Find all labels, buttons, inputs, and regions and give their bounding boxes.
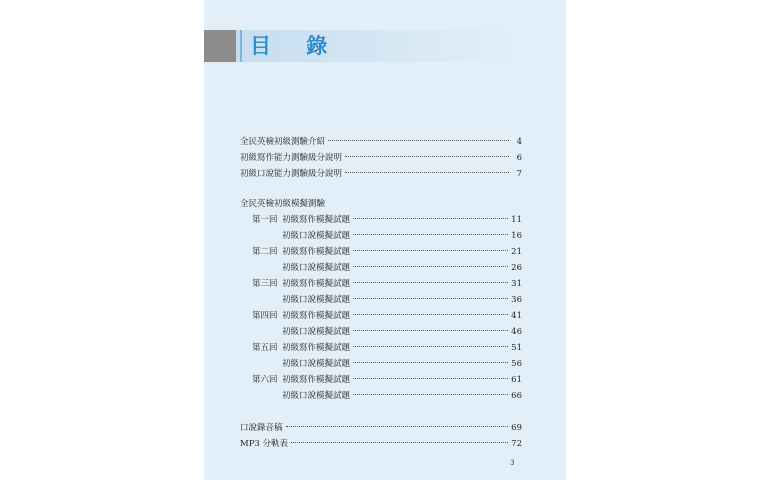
round-label: 第一回 [252, 215, 278, 225]
toc-entry [240, 276, 522, 292]
dot-leader [353, 394, 508, 395]
toc-entry [240, 388, 522, 404]
title-accent-line [240, 30, 242, 62]
toc-entry-label: 口說錄音稿 [240, 423, 283, 433]
section-heading: 全民英檢初級模擬測驗 [240, 199, 326, 209]
toc-entry-label: 初級寫作模擬試題 [282, 279, 351, 289]
toc-entry-page: 21 [511, 247, 522, 257]
toc-entry-label: 初級口說模擬試題 [282, 327, 351, 337]
toc-entry-label: 初級口說模擬試題 [282, 231, 351, 241]
toc-appendix [240, 420, 522, 452]
toc-entry-label: 初級寫作模擬試題 [282, 215, 351, 225]
book-page [204, 0, 566, 480]
toc-entry-page: 26 [511, 263, 522, 273]
toc-entry-page: 31 [511, 279, 522, 289]
dot-leader [353, 346, 508, 347]
toc-entry [240, 134, 522, 150]
toc-entry [240, 324, 522, 340]
title-gray-block [204, 30, 236, 62]
toc-entry-page: 7 [516, 169, 522, 179]
toc-entry-page: 66 [511, 391, 522, 401]
dot-leader [353, 266, 508, 267]
toc-entry-label: 全民英檢初級測驗介紹 [240, 137, 326, 147]
toc-entry [240, 260, 522, 276]
toc-entry-label: 初級口說模擬試題 [282, 295, 351, 305]
toc-entry-page: 41 [511, 311, 522, 321]
dot-leader [353, 378, 508, 379]
dot-leader [291, 442, 508, 443]
round-label: 第四回 [252, 311, 278, 321]
toc-entry-label: 初級口說模擬試題 [282, 391, 351, 401]
page-number: 3 [510, 459, 515, 467]
toc-mock-tests [240, 196, 522, 404]
toc-entry [240, 244, 522, 260]
toc-entry [240, 212, 522, 228]
toc-entry-label: MP3 分軌表 [240, 439, 289, 449]
toc-entry [240, 372, 522, 388]
toc-entry [240, 166, 522, 182]
dot-leader [353, 234, 508, 235]
toc-entry-page: 46 [511, 327, 522, 337]
toc-entry-label: 初級口說模擬試題 [282, 263, 351, 273]
round-label: 第五回 [252, 343, 278, 353]
dot-leader [353, 298, 508, 299]
title-bar [204, 30, 524, 62]
toc-entry [240, 436, 522, 452]
round-label: 第二回 [252, 247, 278, 257]
toc-entry [240, 340, 522, 356]
toc-entry-page: 16 [511, 231, 522, 241]
toc-entry-label: 初級寫作模擬試題 [282, 247, 351, 257]
toc-entry-label: 初級寫作模擬試題 [282, 311, 351, 321]
toc-entry-label: 初級寫作模擬試題 [282, 343, 351, 353]
toc-entry-label: 初級口說模擬試題 [282, 359, 351, 369]
dot-leader [328, 140, 509, 141]
dot-leader [353, 218, 508, 219]
dot-leader [345, 172, 509, 173]
toc-entry-page: 56 [511, 359, 522, 369]
toc-entry [240, 150, 522, 166]
toc-entry [240, 420, 522, 436]
toc-entry-page: 6 [516, 153, 522, 163]
dot-leader [353, 314, 508, 315]
toc-entry-label: 初級口說能力測驗級分說明 [240, 169, 343, 179]
toc-entry-label: 初級寫作模擬試題 [282, 375, 351, 385]
toc-entry [240, 292, 522, 308]
dot-leader [286, 426, 509, 427]
toc-entry [240, 308, 522, 324]
dot-leader [353, 282, 508, 283]
toc-entry-page: 61 [511, 375, 522, 385]
round-label: 第三回 [252, 279, 278, 289]
dot-leader [353, 330, 508, 331]
toc-entry-page: 4 [516, 137, 522, 147]
round-label: 第六回 [252, 375, 278, 385]
toc-intro [240, 134, 522, 182]
toc-entry [240, 228, 522, 244]
page-title: 目 錄 [250, 34, 342, 58]
toc-entry-label: 初級寫作能力測驗級分說明 [240, 153, 343, 163]
toc-entry-page: 72 [511, 439, 522, 449]
toc-entry-page: 36 [511, 295, 522, 305]
toc-entry [240, 356, 522, 372]
dot-leader [353, 362, 508, 363]
toc-entry-page: 69 [511, 423, 522, 433]
toc-entry-page: 51 [511, 343, 522, 353]
dot-leader [345, 156, 509, 157]
dot-leader [353, 250, 508, 251]
toc-entry-page: 11 [511, 215, 522, 225]
